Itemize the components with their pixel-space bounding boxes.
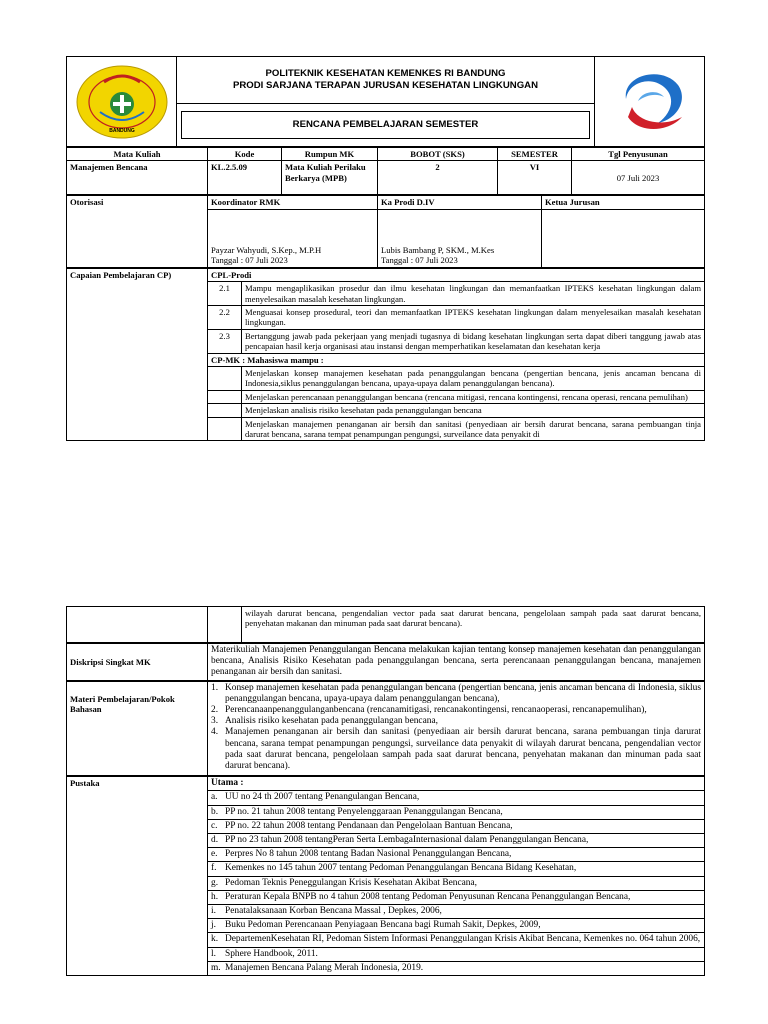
list-item: 4. Manajemen penanganan air bersih dan sanitasi (penyediaan air bersih darurat bencana, sarana pembuangan tinja darurat bencana, sarana tempat penampungan pengungsi, surveilance data penyakit di wilayah darurat bencana, pengendalian vector pada saat darurat bencana, pengelolaan sampah pada saat darurat bencana, penyehatan makanan dan minuman pada saat darurat bencana). — [211, 727, 701, 772]
col-bobot: BOBOT (SKS) — [378, 148, 498, 161]
kaprodi-name: Lubis Bambang P, SKM., M.Kes — [381, 245, 495, 255]
col-rumpun: Rumpun MK — [282, 148, 378, 161]
cpmk-text: Menjelaskan manajemen penanganan air bersih dan sanitasi (penyediaan air bersih darurat bencana, sarana pembuangan tinja darurat bencana, sarana tempat penampungan pengungsi, surveilance data penyakit di — [245, 418, 701, 439]
pustaka-item: i. Penatalaksanaan Korban Bencana Massal , Depkes, 2006, — [208, 905, 705, 919]
kemenkes-swoosh-logo — [598, 61, 702, 143]
col-kode: Kode — [208, 148, 282, 161]
cpmk-continuation-text: wilayah darurat bencana, pengendalian vector pada saat darurat bencana, pengelolaan sampah pada saat darurat bencana, penyehatan makanan dan minuman pada saat darurat bencana). — [242, 607, 705, 643]
cpmk-no — [208, 417, 242, 440]
pustaka-utama-label: Utama : — [208, 777, 705, 791]
koordinator-date: Tanggal : 07 Juli 2023 — [211, 255, 288, 266]
pustaka-item: g. Pedoman Teknis Peneggulangan Krisis Kesehatan Akibat Bencana, — [208, 876, 705, 890]
cpmk-no — [208, 390, 242, 403]
kaprodi-sign — [378, 209, 542, 267]
cpmk-text-cell — [242, 417, 705, 440]
doc-title-cell — [177, 104, 595, 147]
institution-line-1: POLITEKNIK KESEHATAN KEMENKES RI BANDUNG — [265, 68, 506, 79]
rps-page-2 — [66, 606, 705, 976]
cpmk-no — [208, 404, 242, 417]
pustaka-item: c. PP no. 22 tahun 2008 tentang Pendanaan dan Pengelolaan Bantuan Bencana, — [208, 819, 705, 833]
cp-table — [66, 268, 705, 441]
cpmk-text: Menjelaskan konsep manajemen kesehatan pada penanggulangan bencana (pengertian bencana, jenis ancaman bencana di Indonesia,siklus penanggulangan bencana, upaya-upaya dalam penanggulangan bencana). — [242, 367, 705, 391]
deskripsi-text: Materikuliah Manajemen Penanggulangan Bencana melakukan kajian tentang konsep manajemen kesehatan dan penanggulangan bencana, Analisis Risiko Kesehatan pada penanggulangan bencana, serta perencanaan penanggulangan bencana, manajemen penanganan air bersih dan sanitasi. — [208, 644, 705, 681]
course-date: 07 Juli 2023 — [572, 161, 705, 195]
cpmk-continuation-row — [67, 607, 705, 643]
materi-label: Materi Pembelajaran/Pokok Bahasan — [67, 681, 208, 776]
col-semester: SEMESTER — [498, 148, 572, 161]
course-name: Manajemen Bencana — [67, 161, 208, 195]
cpmk-no — [208, 607, 242, 643]
cpl-no: 2.3 — [208, 329, 242, 353]
list-item: 1. Konsep manajemen kesehatan pada penanggulangan bencana (pengertian bencana, jenis ancaman bencana di Indonesia, siklus penanggulangan bencana, upaya-upaya dalam penanggulangan bencana), — [211, 682, 701, 704]
pustaka-item: h. Peraturan Kepala BNPB no 4 tahun 2008 tentang Pedoman Penyusunan Rencana Penanggulangan Bencana, — [208, 890, 705, 904]
logo-bandung-text: BANDUNG — [108, 127, 135, 134]
kajur-sign — [542, 209, 705, 267]
rps-page-1 — [66, 56, 705, 441]
right-logo-cell — [595, 57, 705, 147]
kajur-label: Ketua Jurusan — [542, 196, 705, 209]
deskripsi-label: Diskripsi Singkat MK — [67, 644, 208, 681]
deskripsi-row — [67, 644, 705, 681]
pustaka-item: b. PP no. 21 tahun 2008 tentang Penyelenggaraan Penanggulangan Bencana, — [208, 805, 705, 819]
pustaka-table — [66, 776, 705, 976]
pustaka-item: a. UU no 24 th 2007 tentang Penangulangan Bencana, — [208, 791, 705, 805]
cpl-header-row — [67, 268, 705, 281]
cpmk-text: Menjelaskan analisis risiko kesehatan pada penanggulangan bencana — [242, 404, 705, 417]
cpl-text: Bertanggung jawab pada pekerjaan yang menjadi tugasnya di bidang kesehatan lingkungan serta dapat diberi tanggung jawab atas pencapaian hasil kerja organisasi atau instansi dengan memperhatikan keselamatan dan kesehatan kerja — [242, 329, 705, 353]
course-table — [66, 147, 705, 195]
pustaka-item: l. Sphere Handbook, 2011. — [208, 947, 705, 961]
pustaka-item: f. Kemenkes no 145 tahun 2007 tentang Pedoman Penanggulangan Bencana Bidang Kesehatan, — [208, 862, 705, 876]
poltekkes-bandung-logo — [70, 62, 174, 142]
cpmk-label: CP-MK : Mahasiswa mampu : — [208, 353, 705, 366]
materi-table — [66, 681, 705, 777]
cpmk-text: Menjelaskan perencanaan penanggulangan bencana (rencana mitigasi, rencana kontingensi, rencana operasi, rencana pemulihan) — [242, 390, 705, 403]
pustaka-utama-row — [67, 777, 705, 791]
institution-line-2: PRODI SARJANA TERAPAN JURUSAN KESEHATAN LINGKUNGAN — [232, 80, 539, 91]
cpl-text: Menguasai konsep prosedural, teori dan memanfaatkan IPTEKS kesehatan lingkungan dalam menyelesaikan masalah kesehatan lingkungan. — [242, 306, 705, 330]
pustaka-item: k. DepartemenKesehatan RI, Pedoman Sistem Informasi Penanggulangan Krisis Akibat Bencana, Kemenkes no. 064 tahun 2006, — [208, 933, 705, 947]
deskripsi-table — [66, 643, 705, 681]
doc-title: RENCANA PEMBELAJARAN SEMESTER — [181, 111, 590, 139]
pustaka-item: m. Manajemen Bencana Palang Merah Indonesia, 2019. — [208, 961, 705, 975]
cp-label: Capaian Pembelajaran CP) — [67, 268, 208, 440]
course-code: KL.2.5.09 — [208, 161, 282, 195]
header-table — [66, 56, 705, 147]
cp-continuation-table — [66, 606, 705, 643]
otorisasi-label: Otorisasi — [67, 196, 208, 267]
col-mata-kuliah: Mata Kuliah — [67, 148, 208, 161]
koordinator-sign — [208, 209, 378, 267]
pustaka-label: Pustaka — [67, 777, 208, 976]
course-header-row — [67, 148, 705, 161]
institution-cell — [177, 57, 595, 104]
materi-list — [211, 683, 701, 773]
materi-list-cell — [208, 681, 705, 776]
otorisasi-header-row — [67, 196, 705, 209]
left-logo-cell — [67, 57, 177, 147]
list-item: 3. Analisis risiko kesehatan pada penanggulangan bencana, — [211, 716, 438, 727]
otorisasi-table — [66, 195, 705, 267]
list-item: 2. Perencanaanpenanggulanganbencana (rencanamitigasi, rencanakontingensi, rencanaoperasi, rencanapemulihan), — [211, 705, 647, 716]
kaprodi-label: Ka Prodi D.IV — [378, 196, 542, 209]
cpl-no: 2.2 — [208, 306, 242, 330]
cpl-no: 2.1 — [208, 282, 242, 306]
kaprodi-date: Tanggal : 07 Juli 2023 — [381, 255, 458, 266]
cpmk-no — [208, 367, 242, 391]
pustaka-item: e. Perpres No 8 tahun 2008 tentang Badan Nasional Penanggulangan Bencana, — [208, 848, 705, 862]
pustaka-item: d. PP no 23 tahun 2008 tentangPeran Serta LembagaInternasional dalam Penanggulangan Bencana, — [208, 834, 705, 848]
materi-row — [67, 681, 705, 776]
koordinator-label: Koordinator RMK — [208, 196, 378, 209]
cp-label-cont — [67, 607, 208, 643]
koordinator-name: Payzar Wahyudi, S.Kep., M.P.H — [211, 245, 322, 255]
cpl-label: CPL-Prodi — [208, 268, 705, 281]
course-sks: 2 — [378, 161, 498, 195]
course-rumpun: Mata Kuliah Perilaku Berkarya (MPB) — [282, 161, 378, 195]
course-value-row — [67, 161, 705, 195]
cpl-text: Mampu mengaplikasikan prosedur dan ilmu kesehatan lingkungan dan memanfaatkan IPTEKS kesehatan lingkungan dalam menyelesaikan masalah kesehatan lingkungan. — [242, 282, 705, 306]
col-tgl: Tgl Penyusunan — [572, 148, 705, 161]
pustaka-item: j. Buku Pedoman Perencanaan Penyiagaan Bencana bagi Rumah Sakit, Depkes, 2009, — [208, 919, 705, 933]
course-semester: VI — [498, 161, 572, 195]
